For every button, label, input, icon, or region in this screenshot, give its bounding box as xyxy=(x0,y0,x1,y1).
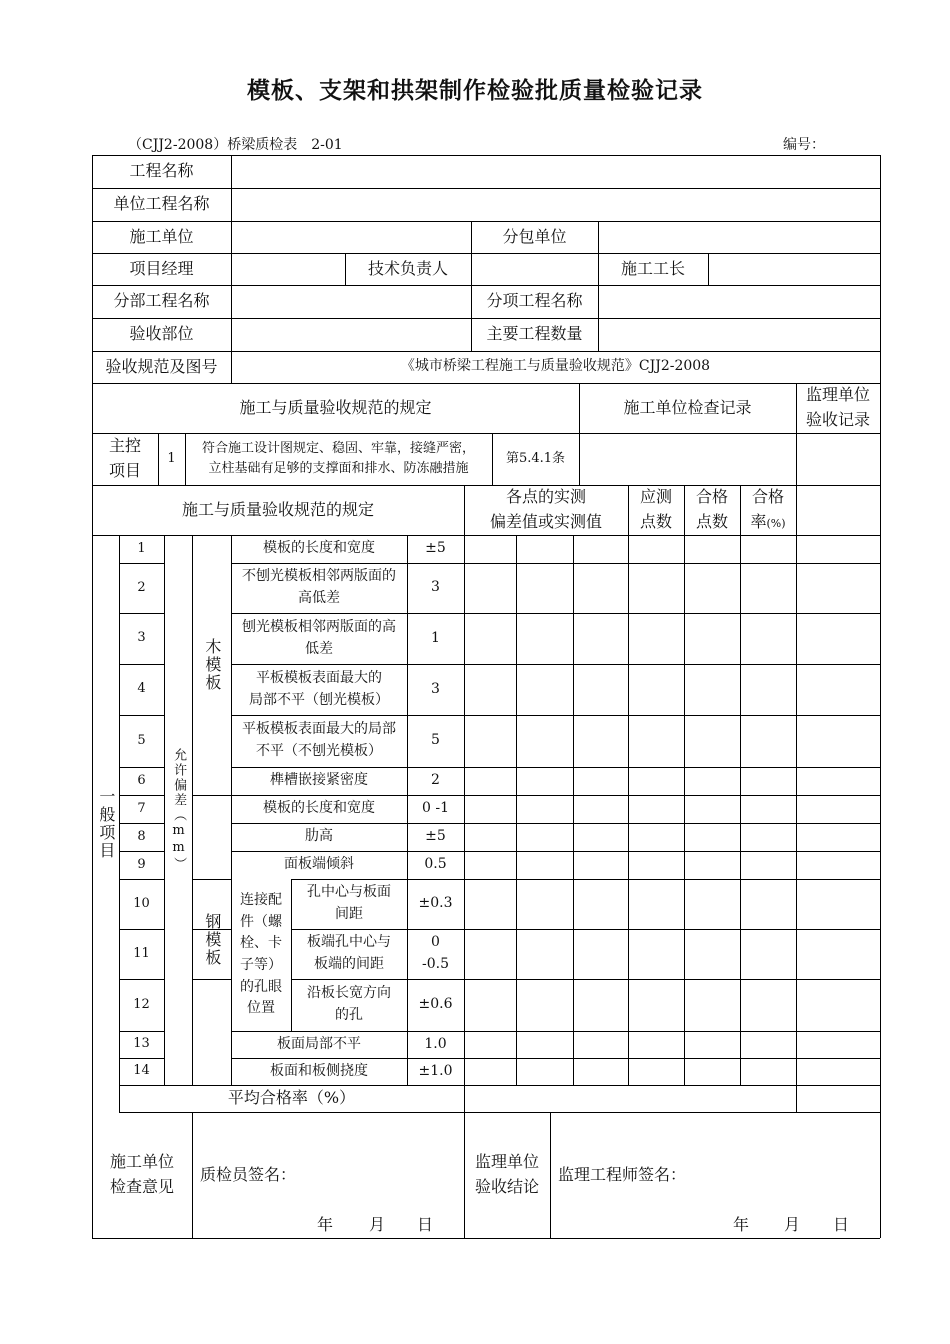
row-2-input-4[interactable] xyxy=(628,563,684,613)
row-7-input-1[interactable] xyxy=(464,795,516,823)
row-1-input-2[interactable] xyxy=(516,535,573,563)
supervisor-general-record[interactable] xyxy=(796,485,880,1112)
tech-lead-field[interactable] xyxy=(471,253,598,285)
row-7-input-3[interactable] xyxy=(573,795,628,823)
row-7-input-2[interactable] xyxy=(516,795,573,823)
average-pass-rate-field[interactable] xyxy=(464,1085,796,1112)
main-item-number: 1 xyxy=(167,450,176,466)
tolerance-9: 0.5 xyxy=(424,856,447,873)
row-11-input-5[interactable] xyxy=(684,929,740,979)
row-4-input-3[interactable] xyxy=(573,664,628,715)
required-points-header: 应测 点数 xyxy=(639,487,672,531)
supervisor-conclusion-field[interactable] xyxy=(550,1112,880,1238)
row-14-input-2[interactable] xyxy=(516,1058,573,1085)
tolerance-2: 3 xyxy=(431,579,440,596)
row-5-input-2[interactable] xyxy=(516,715,573,767)
row-5-input-4[interactable] xyxy=(628,715,684,767)
spec-value: 《城市桥梁工程施工与质量验收规范》CJJ2-2008 xyxy=(400,358,711,375)
check-item-5: 平板模板表面最大的局部 不平（不刨光模板） xyxy=(242,721,396,759)
row-6-input-4[interactable] xyxy=(628,767,684,795)
row-13-input-2[interactable] xyxy=(516,1031,573,1058)
check-item-13: 板面局部不平 xyxy=(277,1035,361,1052)
contractor-record-header: 施工单位检查记录 xyxy=(623,397,752,417)
row-9-input-1[interactable] xyxy=(464,851,516,879)
main-control-label: 主控 项目 xyxy=(108,436,141,480)
supervisor-record-header: 监理单位 验收记录 xyxy=(805,385,870,429)
row-13-input-3[interactable] xyxy=(573,1031,628,1058)
division-project-label: 分部工程名称 xyxy=(113,291,210,311)
row-4-input-5[interactable] xyxy=(684,664,740,715)
row-13-input-5[interactable] xyxy=(684,1031,740,1058)
tolerance-5: 5 xyxy=(431,732,440,749)
row-7-input-5[interactable] xyxy=(684,795,740,823)
row-8-input-2[interactable] xyxy=(516,823,573,851)
row-6-input-6[interactable] xyxy=(740,767,796,795)
row-6-input-5[interactable] xyxy=(684,767,740,795)
row-3-input-1[interactable] xyxy=(464,613,516,664)
row-10-input-6[interactable] xyxy=(740,879,796,929)
check-item-4: 平板模板表面最大的 局部不平（刨光模板） xyxy=(249,669,389,708)
division-project-field[interactable] xyxy=(231,285,471,318)
row-6-input-3[interactable] xyxy=(573,767,628,795)
row-10-input-2[interactable] xyxy=(516,879,573,929)
row-14-input-5[interactable] xyxy=(684,1058,740,1085)
row-10-input-3[interactable] xyxy=(573,879,628,929)
site-foreman-label: 施工工长 xyxy=(620,258,685,278)
row-number-5: 5 xyxy=(137,732,146,748)
construction-unit-field[interactable] xyxy=(231,221,471,253)
subcontract-unit-field[interactable] xyxy=(598,221,880,253)
measured-values-header: 各点的实测 偏差值或实测值 xyxy=(489,487,602,531)
row-5-input-6[interactable] xyxy=(740,715,796,767)
acceptance-part-field[interactable] xyxy=(231,318,471,351)
grid-line xyxy=(92,1238,880,1239)
row-10-input-1[interactable] xyxy=(464,879,516,929)
row-7-input-6[interactable] xyxy=(740,795,796,823)
row-number-14: 14 xyxy=(133,1063,150,1079)
project-name-field[interactable] xyxy=(231,155,880,188)
check-item-14: 板面和板侧挠度 xyxy=(270,1062,368,1079)
row-3-input-3[interactable] xyxy=(573,613,628,664)
row-7-input-4[interactable] xyxy=(628,795,684,823)
check-item-11: 板端孔中心与 板端的间距 xyxy=(307,934,391,972)
contractor-date-month: 月 xyxy=(368,1214,385,1234)
supervisor-date-day: 日 xyxy=(832,1214,849,1234)
row-number-9: 9 xyxy=(137,856,146,872)
row-1-input-5[interactable] xyxy=(684,535,740,563)
tolerance-11: 0 -0.5 xyxy=(422,934,449,972)
serial-number-label: 编号： xyxy=(783,137,825,153)
row-12-input-1[interactable] xyxy=(464,979,516,1031)
row-8-input-5[interactable] xyxy=(684,823,740,851)
general-rules-header: 施工与质量验收规范的规定 xyxy=(181,499,374,519)
row-12-input-4[interactable] xyxy=(628,979,684,1031)
row-12-input-3[interactable] xyxy=(573,979,628,1031)
tolerance-7: 0 -1 xyxy=(422,800,449,817)
tolerance-13: 1.0 xyxy=(424,1035,447,1052)
row-12-input-6[interactable] xyxy=(740,979,796,1031)
row-14-input-4[interactable] xyxy=(628,1058,684,1085)
wood-formwork-label: 木模板 xyxy=(202,638,222,692)
row-1-input-1[interactable] xyxy=(464,535,516,563)
connector-label: 连接配 件（螺 栓、卡 子等） 的孔眼 位置 xyxy=(240,891,282,1017)
tolerance-6: 2 xyxy=(431,772,440,789)
main-item-supervisor-record[interactable] xyxy=(796,433,880,485)
row-13-input-1[interactable] xyxy=(464,1031,516,1058)
row-9-input-3[interactable] xyxy=(573,851,628,879)
main-quantity-field[interactable] xyxy=(598,318,880,351)
row-5-input-1[interactable] xyxy=(464,715,516,767)
row-number-11: 11 xyxy=(133,945,150,961)
check-item-3: 刨光模板相邻两版面的高 低差 xyxy=(242,618,396,657)
supervisor-date-month: 月 xyxy=(783,1214,800,1234)
row-2-input-3[interactable] xyxy=(573,563,628,613)
project-name-label: 工程名称 xyxy=(129,161,194,181)
row-number-8: 8 xyxy=(137,828,146,844)
tech-lead-label: 技术负责人 xyxy=(367,258,448,278)
row-2-input-5[interactable] xyxy=(684,563,740,613)
row-3-input-4[interactable] xyxy=(628,613,684,664)
check-item-2: 不刨光模板相邻两版面的 高低差 xyxy=(242,568,396,606)
contractor-date-day: 日 xyxy=(416,1214,433,1234)
tolerance-1: ±5 xyxy=(425,540,446,557)
contractor-opinion-label: 施工单位 检查意见 xyxy=(109,1152,174,1196)
tolerance-14: ±1.0 xyxy=(418,1062,453,1079)
row-8-input-6[interactable] xyxy=(740,823,796,851)
average-pass-rate-label: 平均合格率（%） xyxy=(227,1088,356,1108)
row-14-input-1[interactable] xyxy=(464,1058,516,1085)
row-11-input-2[interactable] xyxy=(516,929,573,979)
form-code: （CJJ2-2008）桥梁质检表 2-01 xyxy=(128,137,343,153)
row-number-10: 10 xyxy=(133,895,150,911)
main-item-check-record[interactable] xyxy=(579,433,796,485)
row-number-2: 2 xyxy=(137,579,146,595)
supervisor-conclusion-label: 监理单位 验收结论 xyxy=(474,1152,539,1196)
check-item-8: 肋高 xyxy=(305,828,333,845)
tolerance-3: 1 xyxy=(431,629,440,646)
page-title: 模板、支架和拱架制作检验批质量检验记录 xyxy=(247,78,703,104)
unit-project-name-field[interactable] xyxy=(231,188,880,221)
row-9-input-2[interactable] xyxy=(516,851,573,879)
construction-unit-label: 施工单位 xyxy=(129,226,194,246)
row-14-input-3[interactable] xyxy=(573,1058,628,1085)
main-item-clause: 第5.4.1条 xyxy=(505,450,566,466)
row-8-input-1[interactable] xyxy=(464,823,516,851)
passed-points-header: 合格 点数 xyxy=(695,487,728,531)
row-11-input-4[interactable] xyxy=(628,929,684,979)
engineer-signature-label: 监理工程师签名： xyxy=(558,1164,687,1184)
row-number-1: 1 xyxy=(137,540,146,556)
row-4-input-1[interactable] xyxy=(464,664,516,715)
row-9-input-4[interactable] xyxy=(628,851,684,879)
site-foreman-field[interactable] xyxy=(708,253,880,285)
spec-label: 验收规范及图号 xyxy=(105,356,218,376)
tolerance-8: ±5 xyxy=(425,828,446,845)
supervisor-date-year: 年 xyxy=(732,1214,749,1234)
row-1-input-6[interactable] xyxy=(740,535,796,563)
row-5-input-5[interactable] xyxy=(684,715,740,767)
row-3-input-2[interactable] xyxy=(516,613,573,664)
unit-project-name-label: 单位工程名称 xyxy=(113,194,210,214)
row-13-input-4[interactable] xyxy=(628,1031,684,1058)
row-2-input-1[interactable] xyxy=(464,563,516,613)
subcontract-unit-label: 分包单位 xyxy=(502,226,567,246)
row-2-input-2[interactable] xyxy=(516,563,573,613)
steel-formwork-label: 钢模板 xyxy=(202,913,222,967)
row-2-input-6[interactable] xyxy=(740,563,796,613)
row-6-input-2[interactable] xyxy=(516,767,573,795)
spec-rules-header: 施工与质量验收规范的规定 xyxy=(239,397,432,417)
row-number-12: 12 xyxy=(133,996,150,1012)
project-manager-label: 项目经理 xyxy=(129,258,194,278)
row-10-input-5[interactable] xyxy=(684,879,740,929)
row-9-input-6[interactable] xyxy=(740,851,796,879)
row-11-input-6[interactable] xyxy=(740,929,796,979)
main-item-requirement: 符合施工设计图规定、稳固、牢靠，接缝严密， 立柱基础有足够的支撑面和排水、防冻融措施 xyxy=(201,440,475,476)
row-1-input-4[interactable] xyxy=(628,535,684,563)
item-project-label: 分项工程名称 xyxy=(486,291,583,311)
row-8-input-3[interactable] xyxy=(573,823,628,851)
acceptance-part-label: 验收部位 xyxy=(129,324,194,344)
row-number-13: 13 xyxy=(133,1036,150,1052)
general-items-label: 一般项目 xyxy=(96,787,116,860)
row-number-4: 4 xyxy=(137,681,146,697)
pass-rate-header: 合格 率(%) xyxy=(750,487,786,531)
check-item-6: 榫槽嵌接紧密度 xyxy=(270,772,368,789)
grid-line xyxy=(880,155,881,1238)
row-12-input-5[interactable] xyxy=(684,979,740,1031)
row-1-input-3[interactable] xyxy=(573,535,628,563)
row-4-input-2[interactable] xyxy=(516,664,573,715)
row-5-input-3[interactable] xyxy=(573,715,628,767)
row-6-input-1[interactable] xyxy=(464,767,516,795)
row-number-3: 3 xyxy=(137,630,146,646)
check-item-9: 面板端倾斜 xyxy=(284,856,354,873)
row-13-input-6[interactable] xyxy=(740,1031,796,1058)
row-3-input-6[interactable] xyxy=(740,613,796,664)
row-number-7: 7 xyxy=(137,800,146,816)
main-quantity-label: 主要工程数量 xyxy=(486,324,583,344)
row-4-input-4[interactable] xyxy=(628,664,684,715)
row-10-input-4[interactable] xyxy=(628,879,684,929)
row-11-input-3[interactable] xyxy=(573,929,628,979)
row-12-input-2[interactable] xyxy=(516,979,573,1031)
tolerance-10: ±0.3 xyxy=(418,895,453,912)
check-item-10: 孔中心与板面 间距 xyxy=(307,884,391,922)
row-11-input-1[interactable] xyxy=(464,929,516,979)
row-4-input-6[interactable] xyxy=(740,664,796,715)
item-project-field[interactable] xyxy=(598,285,880,318)
row-number-6: 6 xyxy=(137,772,146,788)
tolerance-12: ±0.6 xyxy=(418,996,453,1013)
row-9-input-5[interactable] xyxy=(684,851,740,879)
contractor-opinion-field[interactable] xyxy=(192,1112,464,1238)
row-14-input-6[interactable] xyxy=(740,1058,796,1085)
row-8-input-4[interactable] xyxy=(628,823,684,851)
contractor-date-year: 年 xyxy=(316,1214,333,1234)
check-item-1: 模板的长度和宽度 xyxy=(263,540,375,557)
check-item-12: 沿板长宽方向 的孔 xyxy=(307,985,391,1023)
row-3-input-5[interactable] xyxy=(684,613,740,664)
check-item-7: 模板的长度和宽度 xyxy=(263,800,375,817)
tolerance-label: 允许偏差（mm） xyxy=(171,748,187,872)
tolerance-4: 3 xyxy=(431,680,440,697)
project-manager-field[interactable] xyxy=(231,253,345,285)
inspector-signature-label: 质检员签名： xyxy=(200,1164,297,1184)
